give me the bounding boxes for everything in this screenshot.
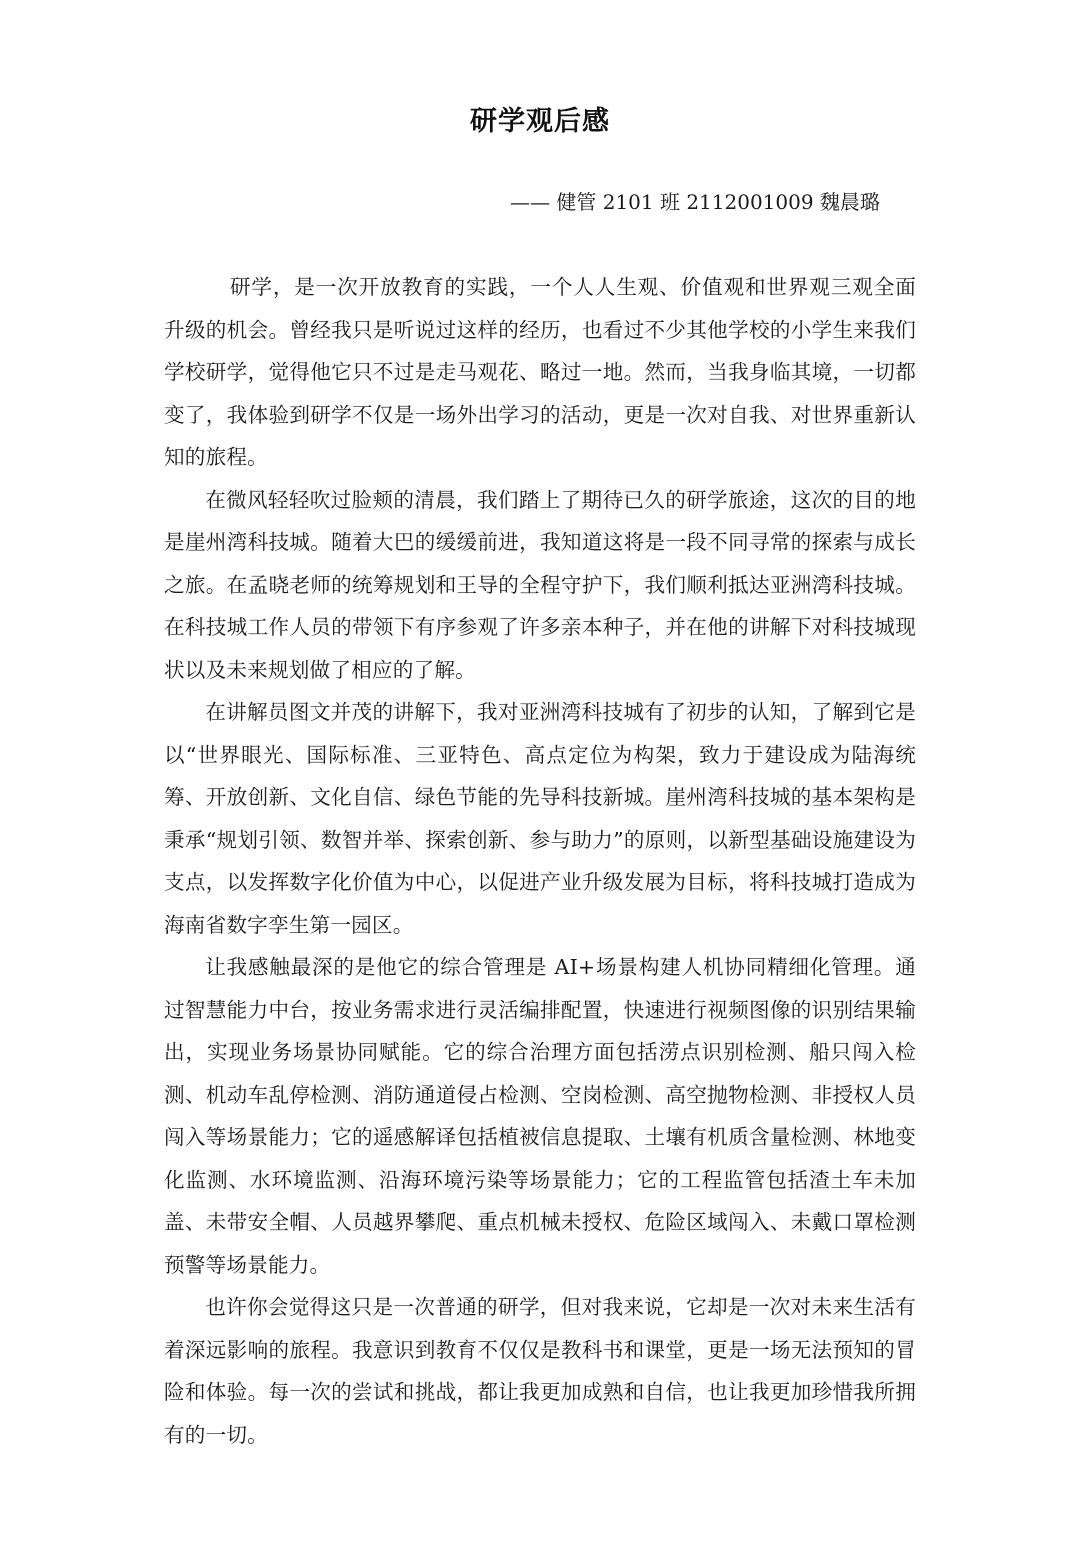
document-title: 研学观后感 [470,106,610,137]
paragraph-conclusion: 也许你会觉得这只是一次普通的研学，但对我来说，它却是一次对未来生活有着深远影响的旅程。我意识到教育不仅仅是教科书和课堂，更是一场无法预知的冒险和体验。每一次的尝试和挑战，都让我更加成熟和自信，也让我更加珍惜我所拥有的一切。 [164,1295,916,1447]
paragraph-intro: 研学，是一次开放教育的实践，一个人人生观、价值观和世界观三观全面升级的机会。曾经我只是听说过这样的经历，也看过不少其他学校的小学生来我们学校研学，觉得他它只不过是走马观花、略过一地。然而，当我身临其境，一切都变了，我体验到研学不仅是一场外出学习的活动，更是一次对自我、对世界重新认知的旅程。 [164,275,916,469]
paragraph-science-city: 在讲解员图文并茂的讲解下，我对亚洲湾科技城有了初步的认知，了解到它是以“世界眼光、国际标准、三亚特色、高点定位为构架，致力于建设成为陆海统筹、开放创新、文化自信、绿色节能的先导科技新城。崖州湾科技城的基本架构是秉承“规划引领、数智并举、探索创新、参与助力”的原则，以新型基础设施建设为支点，以发挥数字化价值为中心，以促进产业升级发展为目标，将科技城打造成为海南省数字孪生第一园区。 [164,700,916,937]
paragraph-journey: 在微风轻轻吹过脸颊的清晨，我们踏上了期待已久的研学旅途，这次的目的地是崖州湾科技城。随着大巴的缓缓前进，我知道这将是一段不同寻常的探索与成长之旅。在孟晓老师的统筹规划和王导的全程守护下，我们顺利抵达亚洲湾科技城。在科技城工作人员的带领下有序参观了许多亲本种子，并在他的讲解下对科技城现状以及未来规划做了相应的了解。 [164,487,916,682]
author-byline: —— 健管 2101 班 2112001009 魏晨璐 [510,190,880,214]
paragraph-management: 让我感触最深的是他它的综合管理是 AI+场景构建人机协同精细化管理。通过智慧能力中台，按业务需求进行灵活编排配置，快速进行视频图像的识别结果输出，实现业务场景协同赋能。它的综合治理方面包括涝点识别检测、船只闯入检测、机动车乱停检测、消防通道侵占检测、空岗检测、高空抛物检测、非授权人员闯入等场景能力；它的遥感解译包括植被信息提取、土壤有机质含量检测、林地变化监测、水环境监测、沿海环境污染等场景能力；它的工程监管包括渣土车未加盖、未带安全帽、人员越界攀爬、重点机械未授权、危险区域闯入、未戴口罩检测预警等场景能力。 [164,955,916,1277]
document-body [164,266,916,1456]
